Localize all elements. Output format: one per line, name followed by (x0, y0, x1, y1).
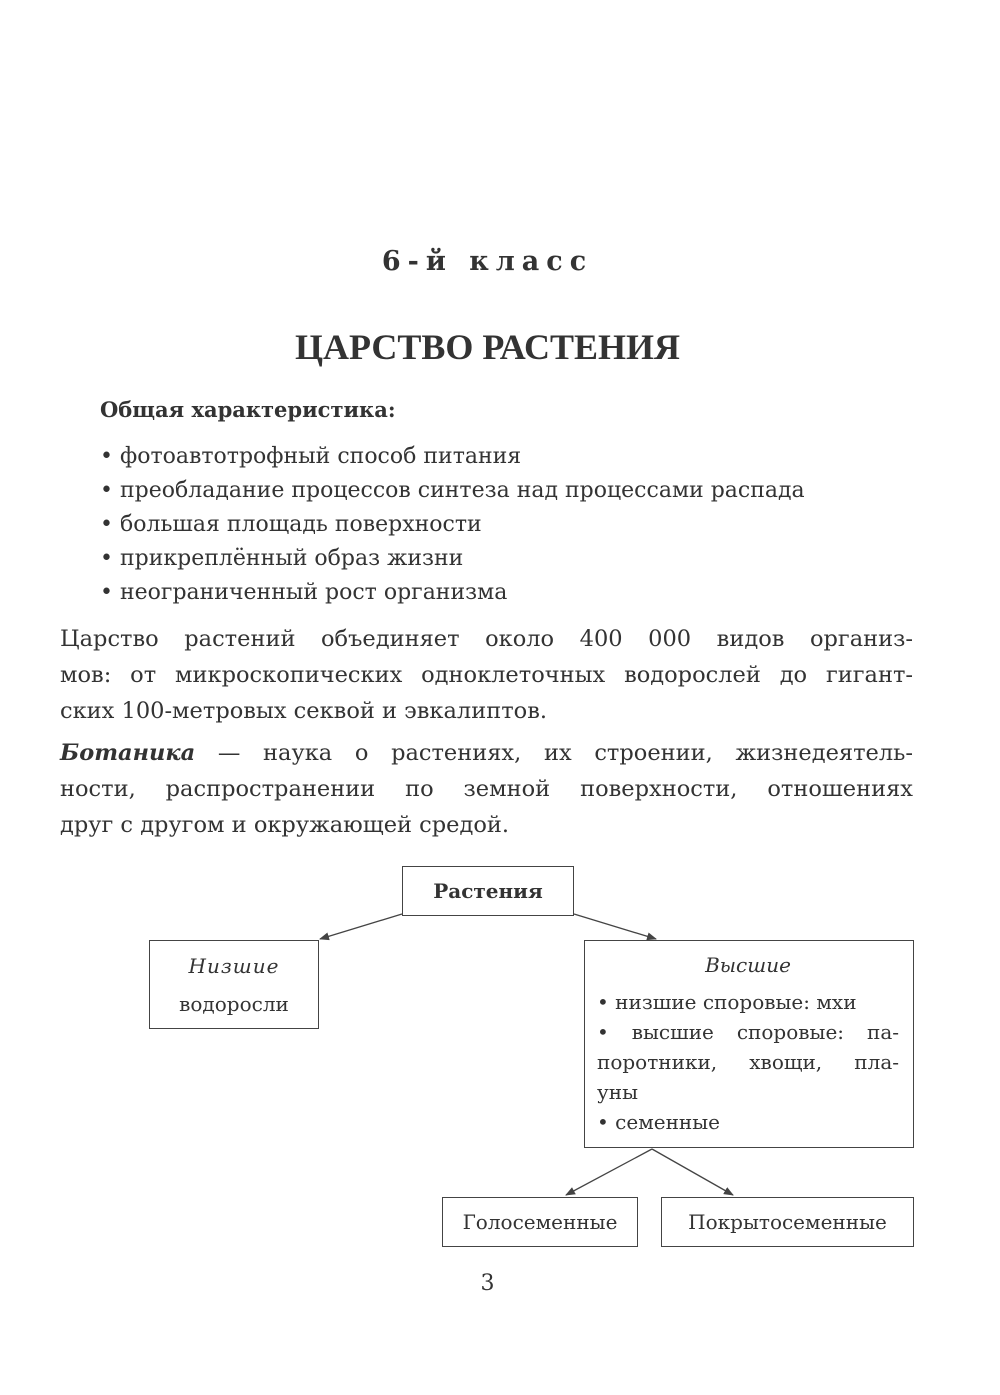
lower-plants-box (149, 940, 319, 1029)
characteristics-list (100, 440, 805, 610)
plants-box: Растения (402, 866, 574, 916)
higher-plants-line: • высшие споровые: па- (597, 1020, 899, 1044)
higher-plants-title: Высшие (705, 953, 791, 977)
list-item: • прикреплённый образ жизни (100, 542, 805, 576)
higher-plants-line: поротники, хвощи, пла- (597, 1050, 899, 1074)
higher-plants-line: • семенные (597, 1110, 720, 1134)
higher-plants-line: • низшие споровые: мхи (597, 990, 857, 1014)
botany-term: Ботаника (60, 740, 196, 766)
arrow-to-gymnosperms (566, 1149, 652, 1195)
paragraph-line (60, 735, 913, 771)
arrow-to-angiosperms (652, 1149, 733, 1195)
list-item: • большая площадь поверхности (100, 508, 805, 542)
paragraph-line: ности, распространении по земной поверхности, отношениях (60, 776, 913, 802)
paragraph-line: ских 100-метровых секвой и эвкалиптов. (60, 698, 548, 724)
page-title: ЦАРСТВО РАСТЕНИЯ (294, 327, 681, 367)
gymnosperms-box: Голосеменные (442, 1197, 638, 1247)
arrow-to-higher (574, 914, 656, 939)
higher-plants-line: уны (597, 1080, 639, 1104)
list-item: • фотоавтотрофный способ питания (100, 440, 805, 474)
list-item: • неограниченный рост организма (100, 576, 805, 610)
characteristics-label: Общая характеристика: (100, 397, 396, 422)
list-item: • преобладание процессов синтеза над процессами распада (100, 474, 805, 508)
paragraph-botany (60, 735, 913, 843)
higher-plants-box (584, 940, 914, 1148)
paragraph-species (60, 621, 913, 729)
paragraph-line: Царство растений объединяет около 400 000 видов организ- (60, 626, 913, 652)
page-number: 3 (480, 1271, 495, 1296)
angiosperms-box: Покрытосеменные (661, 1197, 914, 1247)
lower-plants-title: Низшие (188, 954, 280, 978)
arrow-to-lower (320, 914, 402, 939)
paragraph-line: мов: от микроскопических одноклеточных водорослей до гигант- (60, 662, 913, 688)
paragraph-line: друг с другом и окружающей средой. (60, 812, 510, 838)
grade-heading: 6-й класс (381, 246, 594, 277)
botany-definition: — наука о растениях, их строении, жизнедеятель- (195, 740, 913, 766)
lower-plants-body: водоросли (179, 992, 289, 1016)
